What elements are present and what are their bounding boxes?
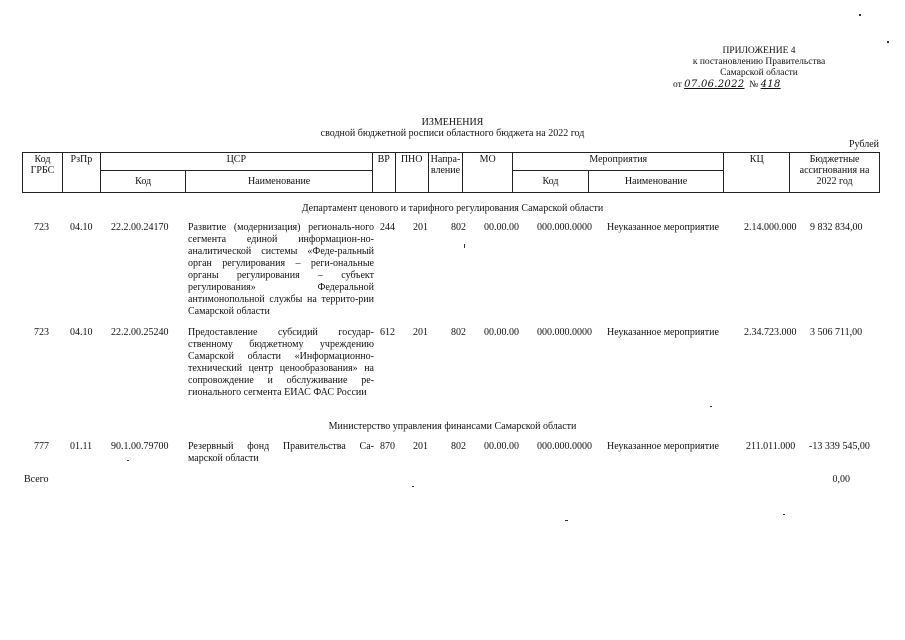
col-direction: Напра-вление (428, 153, 463, 193)
direction-cell: 802 (451, 441, 466, 452)
amount-cell: -13 339 545,00 (809, 441, 870, 452)
section-title: Министерство управления финансами Самарской области (328, 421, 577, 432)
total-value: 0,00 (832, 474, 850, 485)
csr-name-cell: Предоставление субсидий государ-ственному бюджетному учреждению Самарской области «Информационно-технический центр ценообразования» на сопровождение и обслуживание ре-гионального сегмента ЕИАС ФАС России (188, 327, 374, 398)
col-events: Мероприятия (513, 153, 724, 171)
vr-cell: 244 (380, 222, 395, 233)
kc-cell: 2.34.723.000 (744, 327, 797, 338)
pno-cell: 201 (413, 222, 428, 233)
kc-cell: 211.011.000 (746, 441, 796, 452)
mo-cell: 00.00.00 (484, 222, 519, 233)
event-code-cell: 000.000.0000 (537, 441, 592, 452)
amount-cell: 3 506 711,00 (810, 327, 863, 338)
col-grbs: Код ГРБС (23, 153, 63, 193)
document-subtitle: сводной бюджетной росписи областного бюджета на 2022 год (320, 128, 585, 139)
col-vr: ВР (372, 153, 395, 193)
event-name-cell: Неуказанное мероприятие (607, 441, 719, 452)
pno-cell: 201 (413, 327, 428, 338)
direction-cell: 802 (451, 327, 466, 338)
scan-speck (464, 244, 465, 248)
col-mo: МО (463, 153, 513, 193)
csr-code-cell: 90.1.00.79700 (111, 441, 169, 452)
csr-code-cell: 22.2.00.24170 (111, 222, 169, 233)
direction-cell: 802 (451, 222, 466, 233)
event-name-cell: Неуказанное мероприятие (607, 327, 719, 338)
col-event-name: Наименование (588, 171, 724, 193)
pno-cell: 201 (413, 441, 428, 452)
units-label: Рублей (848, 139, 879, 150)
number-prefix: № (749, 80, 759, 90)
grbs-cell: 723 (34, 327, 49, 338)
col-csr-code: Код (100, 171, 186, 193)
event-name-cell: Неуказанное мероприятие (607, 222, 719, 233)
kc-cell: 2.14.000.000 (744, 222, 797, 233)
event-code-cell: 000.000.0000 (537, 222, 592, 233)
csr-code-cell: 22.2.00.25240 (111, 327, 169, 338)
grbs-cell: 723 (34, 222, 49, 233)
appendix-date-line (669, 79, 849, 91)
csr-name-cell: Развитие (модернизация) региональ-ного сегмента единой информацион-но-аналитической системы «Феде-ральный орган регулирования – реги-ональные органы регулирования – субъект регулирования» Федеральной антимонопольной службы на террито-рии Самарской области (188, 222, 374, 317)
col-event-code: Код (513, 171, 589, 193)
col-pno: ПНО (395, 153, 428, 193)
appendix-header (669, 46, 849, 91)
budget-table-header (22, 152, 880, 193)
event-code-cell: 000.000.0000 (537, 327, 592, 338)
mo-cell: 00.00.00 (484, 327, 519, 338)
total-label: Всего (24, 474, 49, 485)
vr-cell: 612 (380, 327, 395, 338)
scan-speck (710, 406, 712, 407)
appendix-decree: к постановлению Правительства (692, 57, 826, 67)
scan-speck (859, 14, 861, 16)
scan-speck (565, 520, 568, 521)
rzpr-cell: 01.11 (70, 441, 93, 452)
grbs-cell: 777 (34, 441, 49, 452)
col-kc: КЦ (724, 153, 790, 193)
scan-speck (783, 514, 785, 515)
csr-name-cell: Резервный фонд Правительства Са-марской области (188, 441, 374, 464)
rzpr-cell: 04.10 (70, 327, 93, 338)
col-csr: ЦСР (100, 153, 372, 171)
amount-cell: 9 832 834,00 (810, 222, 863, 233)
document-title: ИЗМЕНЕНИЯ (421, 117, 484, 128)
vr-cell: 870 (380, 441, 395, 452)
col-budget: Бюджетные ассигнования на 2022 год (790, 153, 880, 193)
mo-cell: 00.00.00 (484, 441, 519, 452)
number-value: 418 (760, 79, 781, 90)
col-rzpr: РзПр (62, 153, 100, 193)
appendix-region: Самарской области (720, 68, 798, 78)
date-value: 07.06.2022 (684, 79, 745, 90)
scan-speck (412, 486, 414, 487)
scan-speck (887, 41, 889, 43)
col-csr-name: Наименование (186, 171, 372, 193)
scan-speck (127, 460, 129, 461)
appendix-title: ПРИЛОЖЕНИЕ 4 (722, 46, 796, 56)
section-title: Департамент ценового и тарифного регулирования Самарской области (301, 203, 604, 214)
date-prefix: от (673, 80, 682, 90)
rzpr-cell: 04.10 (70, 222, 93, 233)
